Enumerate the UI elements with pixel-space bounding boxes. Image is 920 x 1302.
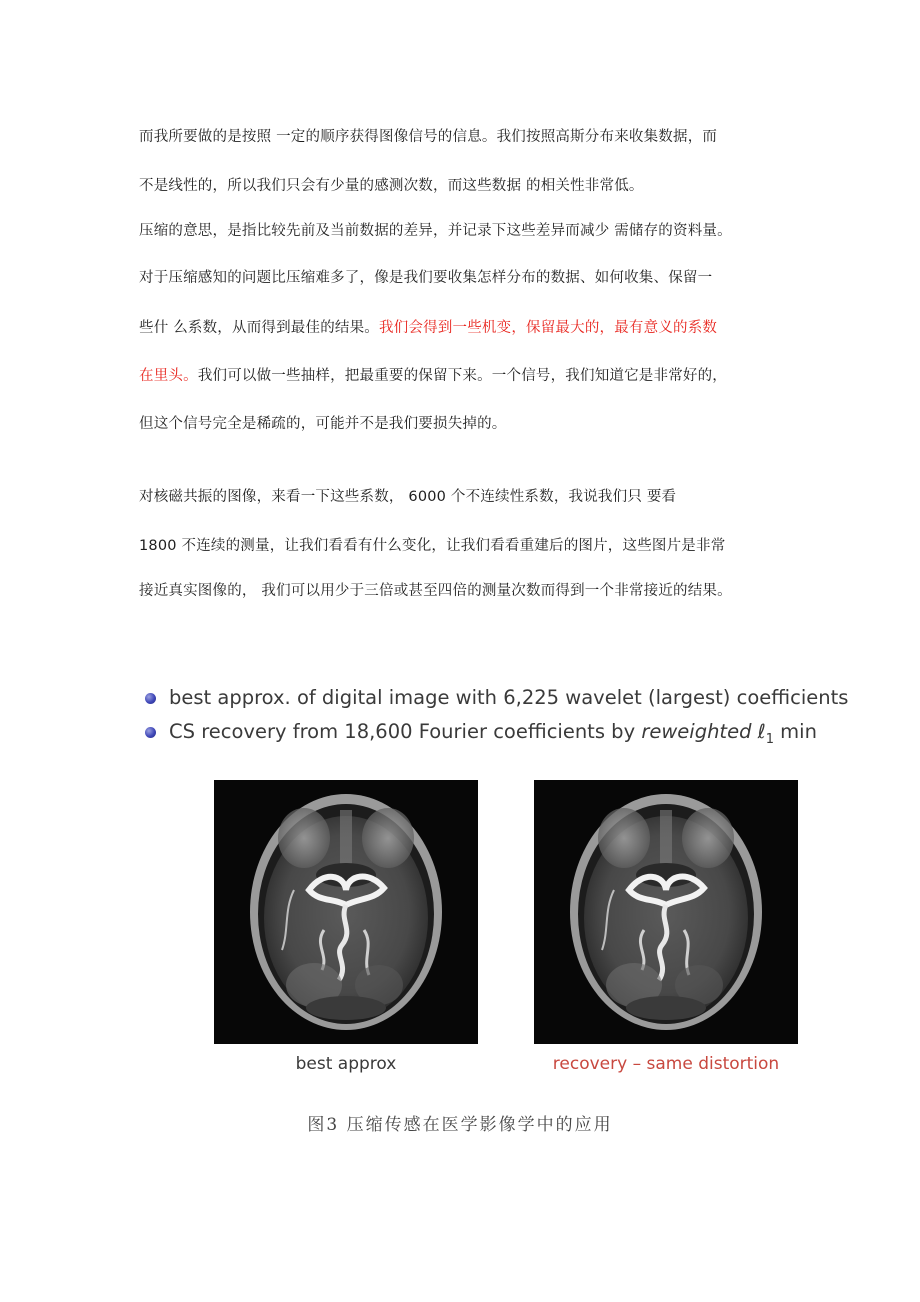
figure-bullet-2-text-em: reweighted ℓ <box>641 720 766 743</box>
para1-line5-highlight: 我们会得到一些机变，保留最大的，最有意义的系数 <box>379 320 718 336</box>
right-image-caption: recovery – same distortion <box>552 1054 780 1074</box>
para1-line2: 不是线性的，所以我们只会有少量的感测次数，而这些数据 的相关性非常低。 <box>139 178 644 194</box>
para2-line3: 接近真实图像的， 我们可以用少于三倍或甚至四倍的测量次数而得到一个非常接近的结果。 <box>139 583 732 599</box>
figure-bullet-1-text: best approx. of digital image with 6,225 wavelet (largest) coefficients <box>169 686 849 709</box>
para1-line5 <box>139 318 717 338</box>
bullet-dot-icon <box>145 693 156 704</box>
para1-line5-normal: 些什 么系数，从而得到最佳的结果。 <box>139 320 380 336</box>
para1-line3: 压缩的意思，是指比较先前及当前数据的差异，并记录下这些差异而减少 需储存的资料量。 <box>139 223 732 239</box>
left-image-caption: best approx <box>295 1054 397 1074</box>
para2-line2: 1800 不连续的测量，让我们看看有什么变化，让我们看看重建后的图片，这些图片是非常 <box>139 538 726 554</box>
para1-line6 <box>139 366 727 386</box>
mri-image-best-approx <box>214 780 478 1044</box>
para1-line4: 对于压缩感知的问题比压缩难多了，像是我们要收集怎样分布的数据、如何收集、保留一 <box>139 270 713 286</box>
figure-bullet-list <box>145 684 849 752</box>
figure-bullet-2 <box>145 718 845 752</box>
para1-line6-highlight: 在里头。 <box>139 368 198 384</box>
para1-line1: 而我所要做的是按照 一定的顺序获得图像信号的信息。我们按照高斯分布来收集数据，而 <box>139 129 718 145</box>
figure-caption: 图3 压缩传感在医学影像学中的应用 <box>307 1115 613 1135</box>
bullet-dot-icon <box>145 727 156 738</box>
para1-line7: 但这个信号完全是稀疏的，可能并不是我们要损失掉的。 <box>139 416 507 432</box>
mri-image-recovery <box>534 780 798 1044</box>
figure-bullet-1 <box>145 684 849 718</box>
para2-line1: 对核磁共振的图像，来看一下这些系数， 6000 个不连续性系数，我说我们只 要看 <box>139 489 677 505</box>
figure-bullet-2-subscript: 1 <box>765 731 774 747</box>
figure-bullet-2-text-pre: CS recovery from 18,600 Fourier coefficients by <box>169 720 642 743</box>
figure-bullet-2-text-post: min <box>773 720 817 743</box>
para1-line6-normal: 我们可以做一些抽样，把最重要的保留下来。一个信号，我们知道它是非常好的， <box>197 368 728 384</box>
